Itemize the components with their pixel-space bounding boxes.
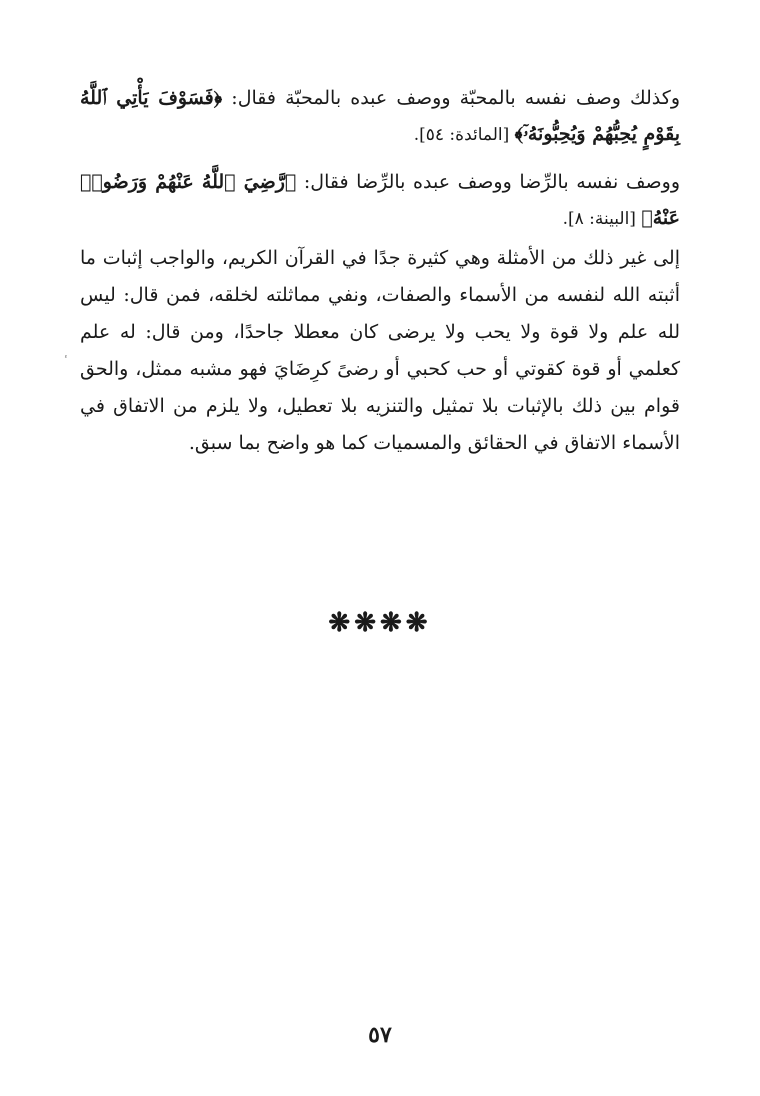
paragraph-pleasure	[80, 164, 680, 237]
section-separator: ❋❋❋❋	[328, 608, 432, 638]
paragraph-conclusion	[80, 240, 680, 462]
paragraph-text: ووصف نفسه بالرِّضا ووصف عبده بالرِّضا فقال:	[296, 171, 680, 193]
paragraph-text: إلى غير ذلك من الأمثلة وهي كثيرة جدًا في القرآن الكريم، والواجب إثبات ما أثبته الله لنفسه من الأسماء والصفات، ونفي مماثلته لخلقه، فمن قال: ليس لله علم ولا قوة ولا يحب ولا يرضى كان معطلا جاحدًا، ومن قال: له علم كعلمي أو قوة كقوتي أو حب كحبي أو رضىً كرِضَايَ فهو مشبه ممثل، والحق قوام بين ذلك بالإثبات بلا تمثيل والتنزيه بلا تعطيل، ولا يلزم من الاتفاق في الأسماء الاتفاق في الحقائق والمسميات كما هو واضح بما سبق.	[80, 247, 680, 454]
verse-reference: [المائدة: ٥٤].	[413, 125, 515, 145]
paragraph-love	[80, 80, 680, 153]
page-number: ٥٧	[368, 1022, 392, 1048]
paragraph-text: وكذلك وصف نفسه بالمحبّة ووصف عبده بالمحبّة فقال:	[222, 87, 681, 109]
quran-verse: ﴿فَسَوْفَ يَأْتِي ٱللَّهُ بِقَوْمٍ يُحِبُّهُمْ وَيُحِبُّونَهُۥٓ﴾	[80, 87, 680, 145]
quran-verse: ﴿رَّضِيَ ٱللَّهُ عَنْهُمْ وَرَضُوا۟ عَنْهُ﴾	[80, 171, 680, 229]
verse-reference: [البينة: ٨].	[562, 209, 642, 229]
